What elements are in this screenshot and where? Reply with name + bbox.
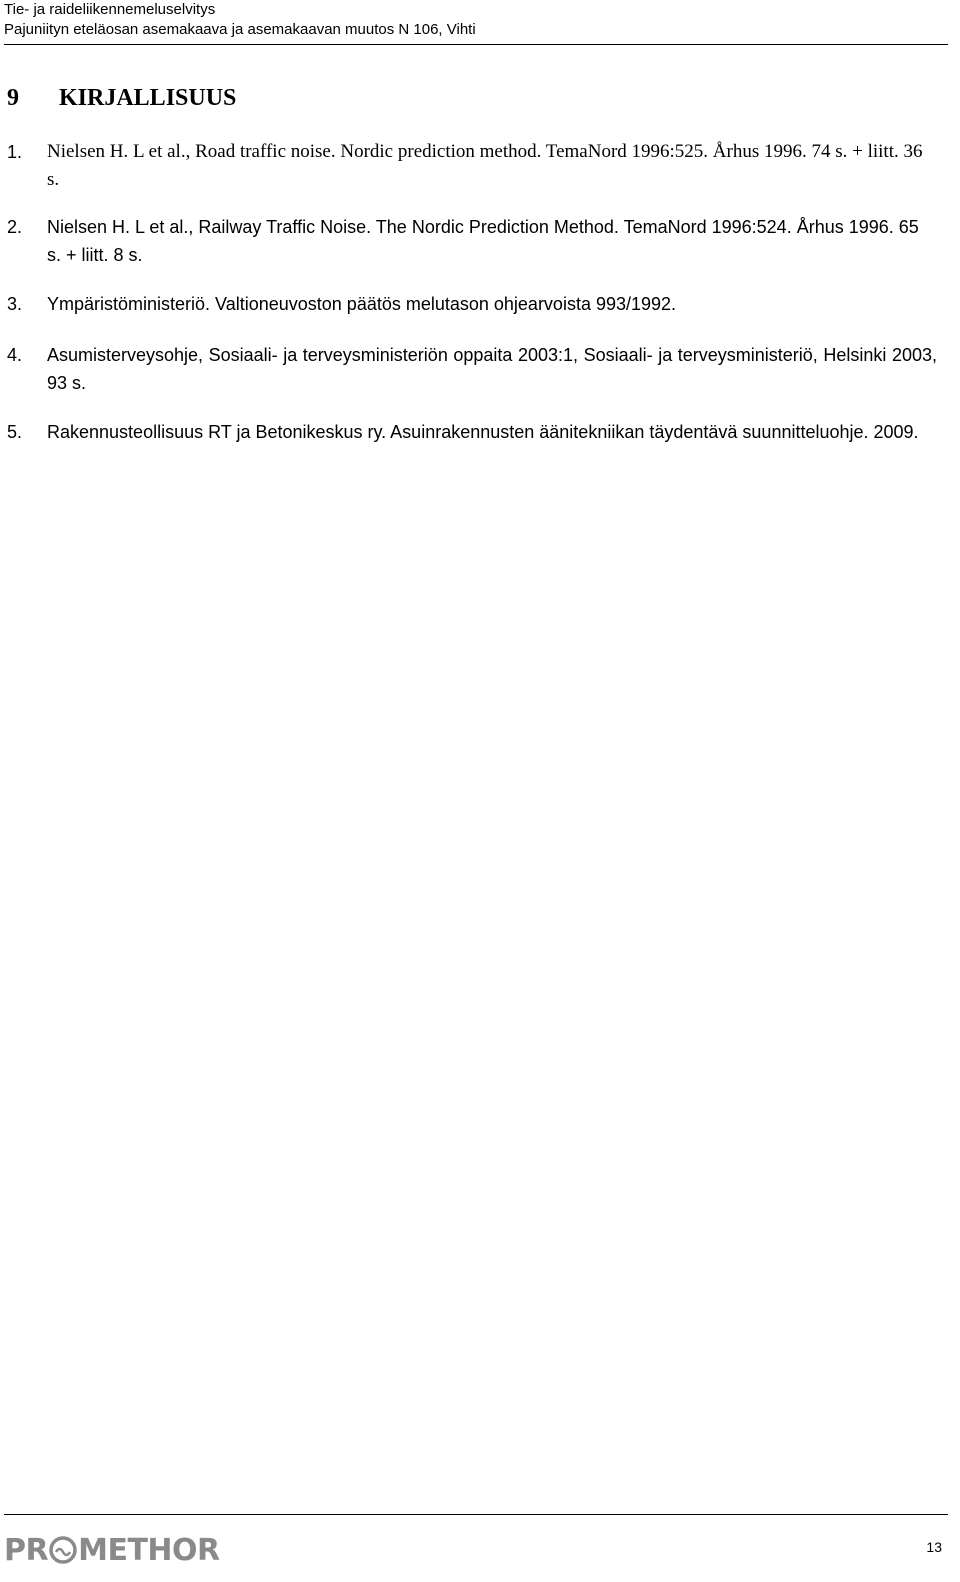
reference-number: 5.	[7, 422, 23, 442]
page-footer	[4, 1514, 948, 1582]
reference-number: 2.	[7, 217, 23, 237]
reference-text: Nielsen H. L et al., Railway Traffic Noise. The Nordic Prediction Method. TemaNord 1996:524. Århus 1996. 65 s. + liitt. 8 s.	[47, 217, 919, 265]
reference-item	[7, 138, 937, 194]
section-heading	[7, 82, 236, 114]
page-number: 13	[926, 1539, 942, 1555]
reference-item	[7, 418, 937, 446]
reference-text: Asumisterveysohje, Sosiaali- ja terveysministeriön oppaita 2003:1, Sosiaali- ja terveysministeriö, Helsinki 2003, 93 s.	[47, 345, 937, 393]
promethor-logo	[4, 1533, 220, 1567]
logo-text-start: PR	[4, 1532, 49, 1568]
reference-item	[7, 290, 937, 318]
reference-text: Nielsen H. L et al., Road traffic noise. Nordic prediction method. TemaNord 1996:525. Århus 1996. 74 s. + liitt. 36 s.	[47, 141, 923, 190]
reference-number: 3.	[7, 294, 23, 314]
reference-text: Ympäristöministeriö. Valtioneuvoston päätös melutason ohjearvoista 993/1992.	[47, 294, 677, 314]
reference-item	[7, 341, 937, 397]
section-title: KIRJALLISUUS	[59, 85, 237, 111]
reference-number: 1.	[7, 142, 23, 162]
logo-wave-icon	[48, 1535, 78, 1565]
section-number: 9	[7, 85, 19, 111]
reference-text: Rakennusteollisuus RT ja Betonikeskus ry. Asuinrakennusten äänitekniikan täydentävä suunnitteluohje. 2009.	[47, 422, 919, 442]
page-header	[4, 0, 948, 45]
header-subtitle: Pajuniityn eteläosan asemakaava ja asemakaavan muutos N 106, Vihti	[4, 21, 476, 38]
logo-text-end: METHOR	[78, 1532, 220, 1568]
reference-number: 4.	[7, 345, 23, 365]
reference-item	[7, 213, 937, 269]
header-title: Tie- ja raideliikennemeluselvitys	[4, 1, 216, 18]
